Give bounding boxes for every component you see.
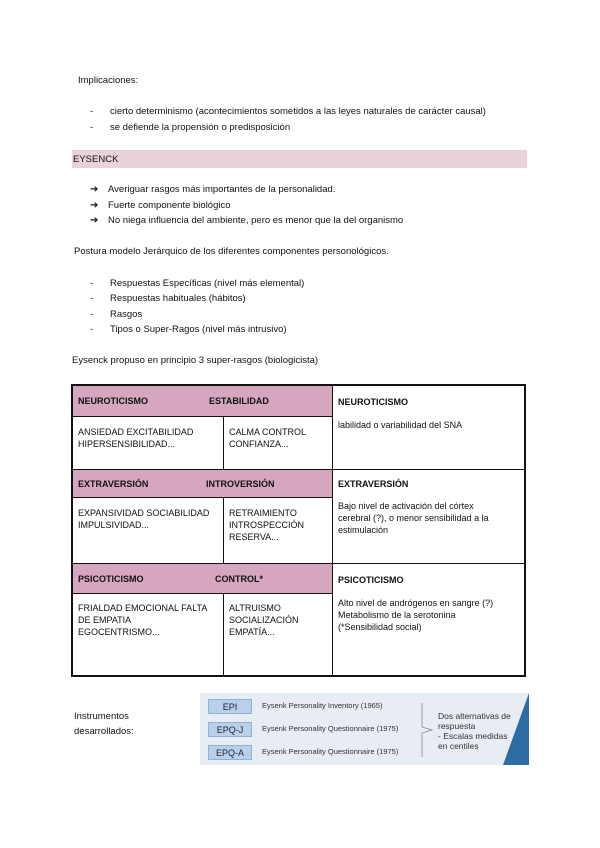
trait-line: DE EMPATIA [78,615,132,625]
trait-line: HIPERSENSIBILIDAD... [78,439,176,449]
desc-line: Alto nivel de andrógenos en sangre (?) [338,598,494,608]
table-line [223,497,224,563]
table-line [223,416,224,469]
list-item [90,215,403,226]
test-name: Eysenk Personality Questionnaire (1975) [262,747,399,756]
list-item-text: No niega influencia del ambiente, pero es menor que la del organismo [108,215,404,226]
eysenck-heading: EYSENCK [73,154,119,165]
desc-neuroticismo [338,396,523,431]
list-item [90,309,142,320]
list-item-text: Averiguar rasgos más importantes de la personalidad. [108,184,336,195]
trait-line: RETRAIMIENTO [229,508,297,518]
desc-psicoticismo [338,574,523,633]
desc-line: Metabolismo de la serotonina [338,610,456,620]
trait-line: INTROSPECCIÓN [229,520,305,530]
list-item [90,122,290,133]
list-item [90,324,287,335]
accent-triangle [503,693,529,765]
desc-title: EXTRAVERSIÓN [338,479,409,489]
left-header: PSICOTICISMO [78,574,144,584]
list-item-text: se defiende la propensión o predisposición [110,122,291,133]
right-traits [229,602,329,638]
note-line: Dos alternativas de [438,711,511,721]
postura-text: Postura modelo Jerárquico de los diferentes componentes personológicos. [74,246,389,257]
desc-line: cerebral (?), o menor sensibilidad a la [338,513,489,523]
trait-line: EGOCENTRISMO... [78,627,160,637]
trait-line: CONFIANZA... [229,439,289,449]
trait-line: EXPANSIVIDAD SOCIABILIDAD [78,508,210,518]
note-line: - Escalas medidas [438,731,508,741]
right-header: CONTROL* [215,574,263,584]
list-item [90,184,335,195]
eysenck-heading-band [72,150,527,168]
test-abbr: EPQ-A [208,745,252,760]
propuso-text: Eysenck propuso en principio 3 super-rasgos (biologicista) [72,355,319,366]
implicaciones-title: Implicaciones: [78,75,139,86]
list-item-text: Rasgos [110,309,143,320]
table-line [73,416,332,417]
dash-bullet: - [90,324,94,335]
list-item-text: cierto determinismo (acontecimientos sometidos a las leyes naturales de carácter causal) [110,106,486,117]
dash-bullet: - [90,122,94,133]
right-header: ESTABILIDAD [209,396,269,406]
note-line: en centiles [438,741,479,751]
list-item-text: Tipos o Super-Ragos (nivel más intrusivo) [110,324,287,335]
row-header-neuroticismo [73,386,332,416]
table-line [223,593,224,675]
list-item-text: Respuestas habituales (hábitos) [110,293,246,304]
list-item-text: Fuerte componente biológico [108,200,231,211]
desc-title: PSICOTICISMO [338,575,404,585]
trait-line: EMPATÍA... [229,627,275,637]
left-header: EXTRAVERSIÓN [78,479,149,489]
row-header-extraversion [73,470,332,497]
dash-bullet: - [90,106,94,117]
table-line [73,593,332,594]
instrumentos-image [200,693,529,765]
table-divider [332,386,333,675]
left-traits [78,602,223,638]
right-traits [229,426,329,450]
row-header-psicoticismo [73,564,332,593]
desc-extraversion [338,478,523,536]
trait-line: CALMA CONTROL [229,427,307,437]
desc-line: (*Sensibilidad social) [338,622,422,632]
trait-line: IMPULSIVIDAD... [78,520,150,530]
label-line: desarrollados: [74,726,134,737]
test-name: Eysenk Personality Questionnaire (1975) [262,724,399,733]
note-line: respuesta [438,721,476,731]
super-rasgos-table [71,384,526,677]
instrumentos-label [74,709,134,739]
desc-line: labilidad o variabilidad del SNA [338,420,463,430]
left-traits [78,507,223,531]
trait-line: RESERVA... [229,532,279,542]
trait-line: FRIALDAD EMOCIONAL FALTA [78,603,208,613]
dash-bullet: - [90,293,94,304]
arrow-right-icon: ➔ [90,184,99,195]
left-header: NEUROTICISMO [78,396,149,406]
desc-line: Bajo nivel de activación del córtex [338,501,474,511]
brace-icon [420,701,436,759]
note-block [438,711,511,751]
label-line: Instrumentos [74,711,129,722]
list-item [90,278,304,289]
trait-line: ANSIEDAD EXCITABILIDAD [78,427,194,437]
table-line [73,497,332,498]
test-abbr: EPI [208,699,252,714]
arrow-right-icon: ➔ [90,215,99,226]
desc-line: estimulación [338,525,389,535]
trait-line: SOCIALIZACIÓN [229,615,299,625]
right-header: INTROVERSIÓN [206,479,275,489]
dash-bullet: - [90,278,94,289]
arrow-right-icon: ➔ [90,200,99,211]
desc-title: NEUROTICISMO [338,397,409,407]
trait-line: ALTRUISMO [229,603,281,613]
test-abbr: EPQ-J [208,722,252,737]
dash-bullet: - [90,309,94,320]
test-name: Eysenk Personality Inventory (1965) [262,701,383,710]
list-item [90,293,246,304]
list-item [90,106,486,117]
list-item [90,200,231,211]
list-item-text: Respuestas Específicas (nivel más elemental) [110,278,305,289]
left-traits [78,426,223,450]
right-traits [229,507,329,543]
